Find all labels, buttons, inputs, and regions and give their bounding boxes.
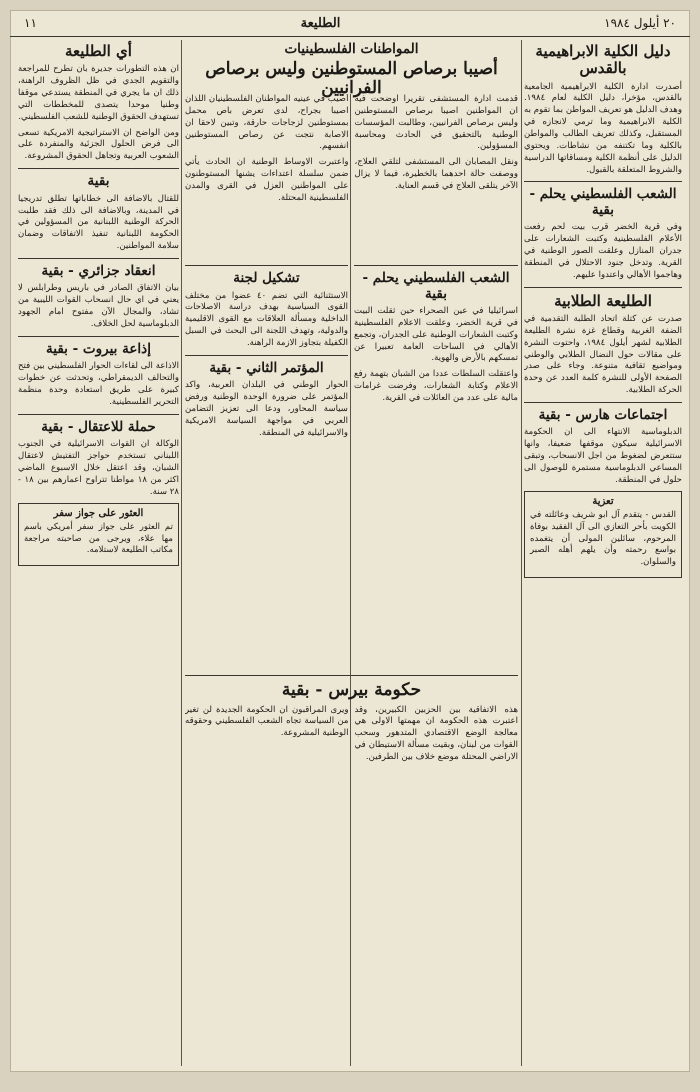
column-1 [524, 40, 682, 578]
paper-name: الطليعة [300, 15, 341, 31]
peres-right [355, 705, 519, 768]
kicker: المواطنات الفلسطينيات [284, 41, 419, 57]
box-text: تم العثور على جواز سفر أمريكي باسم مها علاء، ويرجى من صاحبته مراجعة مكاتب الطليعة لاستلامه. [24, 521, 173, 556]
peres-left [185, 705, 349, 768]
article-body: الدبلوماسية الانتهاء الى ان الحكومة الاسرائيلية سيكون موقفها ضعيفا، وانها ستتعرض لضغوط من اجل الانسحاب، وتبقى المساعي الدبلوماسية مستمرة للوصول الى حلول في المنطقة. [524, 427, 682, 485]
article-title: الشعب الفلسطيني يحلم - بقية [529, 186, 677, 218]
separator [18, 414, 179, 415]
article-title: الشعب الفلسطيني يحلم - بقية [362, 270, 510, 302]
lead-story-body [185, 94, 518, 209]
article-title: اجتماعات هارس - بقية [538, 406, 668, 423]
lead-story-right [355, 94, 519, 209]
separator [185, 265, 348, 266]
separator [524, 402, 682, 403]
column-divider [521, 40, 522, 1066]
article-body: وفي قرية الخضر قرب بيت لحم رفعت الأعلام الفلسطينية وكتبت الشعارات على جدران المنازل وعلقت الصور الوطنية في القرية. وتدخل جنود الاحتلال في المنطقة وهاجموا الأهالي واعتدوا عليهم. [524, 222, 682, 280]
article-body: أصدرت ادارة الكلية الابراهيمية الجامعية بالقدس، مؤخرا، دليل الكلية لعام ١٩٨٤. وهدف الدليل هو تعريف المواطن بما تقوم به الكلية الابراهيمية وما ترمي لانجازه في المستقبل، وكذلك تعريف الطالب والمواطن بالكلية وما تكتنفه من نشاطات. ويحتوي الدليل على أنظمة الكلية ومساقاتها الدراسية والشروط المتعلقة بالقبول. [524, 81, 682, 175]
article-title: دليل الكلية الابراهيمية بالقدس [535, 42, 671, 78]
article-body: واعتقلت السلطات عددا من الشبان بتهمة رفع الاعلام وكتابة الشعارات، وفرضت غرامات مالية على عدد من العائلات في القرية. [354, 369, 518, 404]
separator [524, 287, 682, 288]
article-title: بقية [87, 173, 110, 190]
column-4 [18, 40, 179, 566]
page-number: ١١ [24, 16, 37, 30]
separator [185, 355, 348, 356]
lead-story-left [185, 94, 349, 209]
article-body: الحوار الوطني في البلدان العربية، واكد المؤتمر على ضرورة الوحدة الوطنية ورفض سياسة المحاور، ودعا الى تعزيز التضامن العربي في مواجهة السياسة الامريكية والاسرائيلية في المنطقة. [185, 380, 348, 438]
article-body: للقتال بالاضافة الى خطاباتها تطلق تدريجيا في المدينة، وبالاضافة الى ذلك فقد طلبت الحركة الوطنية اللبنانية من المسؤولين في الحكومة اللبنانية تنفيذ الاتفاقات وضمان سلامة المواطنين. [18, 193, 179, 252]
box-label: العثور على جواز سفر [53, 507, 144, 519]
masthead [10, 10, 690, 37]
article-body: اسرائيليا في عين الصحراء حين ثقلت البيت في قرية الخضر، وعلقت الاعلام الفلسطينية وكتبت الشعارات الوطنية على الجدران، وتجمع الأهالي في الساحات العامة تعبيرا عن تمسكهم بالأرض والهوية. [354, 306, 518, 364]
box-text: القدس - يتقدم آل ابو شريف وعائلته في الكويت بأحر التعازي الى آل الفقيد بوفاة المرحوم، سائلين المولى أن يتغمده بواسع رحمته وأن يلهم أهله الصبر والسلوان. [530, 509, 676, 568]
column-divider [181, 40, 182, 1066]
article-body: صدرت عن كتلة اتحاد الطلبة التقدمية في الضفة الغربية وقطاع غزة نشرة الطليعة الطلابية لشهر أيلول ١٩٨٤، واحتوت النشرة على مقالات حول النضال الطلابي والوطني ومواضيع ثقافية متنوعة. وجاء على صدر الصفحة الأولى للنشرة كلمة العدد عن وحدة الحركة الطلابية. [524, 313, 682, 396]
separator [18, 168, 179, 169]
article-body: ان هذه التطورات جديرة بان تطرح للمراجعة والتقويم الجدي في ظل الظروف الراهنة، ذلك ان ما يجري في المنطقة يستدعي موقفا وطنيا موحدا يتصدى للمخططات التي تستهدف الحقوق الوطنية للشعب الفلسطيني. [18, 64, 179, 122]
separator [185, 675, 518, 676]
separator [524, 181, 682, 182]
article-title: حكومة بيرس - بقية [281, 680, 422, 700]
lead-story-header [185, 40, 518, 101]
peres-story [185, 670, 518, 768]
article-body: ومن الواضح ان الاستراتيجية الامريكية تسعى الى فرض الحلول الجزئية والمنفردة على الشعوب العربية وتجاهل الحقوق المشروعة. [18, 127, 179, 162]
article-body: أصيب في عينيه المواطنان الفلسطينيان اللذان اصيبا بجراح، لدى تعرض باص محمل بمستوطنين لزجاجات حارقة، وتبين لاحقا ان الاصابة نتجت عن رصاص المستوطنين انفسهم. [185, 94, 349, 152]
column-3 [185, 260, 348, 444]
separator [18, 258, 179, 259]
article-title: إذاعة بيروت - بقية [46, 340, 151, 357]
article-body: واعتبرت الاوساط الوطنية ان الحادث يأتي ضمن سلسلة اعتداءات يشنها المستوطنون على المواطنين العزل في القرى والمدن الفلسطينية المحتلة. [185, 157, 349, 203]
separator [354, 265, 518, 266]
column-2 [354, 260, 518, 409]
box-label: تعزية [592, 495, 614, 507]
article-title: انعقاد جزائري - بقية [41, 262, 156, 279]
article-body: قدمت ادارة المستشفى تقريرا اوضحت فيه ان المواطنين اصيبا برصاص المستوطنين وليس برصاص الفرانيين، وطالبت المؤسسات الوطنية بالتحقيق في الحادث ومحاسبة المسؤولين. [354, 94, 518, 152]
notice-box [18, 503, 179, 567]
article-body: الاذاعة الى لقاءات الحوار الفلسطيني بين فتح والتحالف الديمقراطي، وتحدثت عن خطوات كبيرة على طريق استعادة وحدة منظمة التحرير الفلسطينية. [18, 361, 179, 407]
article-title: أي الطليعة [65, 42, 132, 60]
column-divider [350, 94, 351, 1066]
article-title: الطليعة الطلابية [554, 291, 652, 310]
article-body: ويرى المراقبون ان الحكومة الجديدة لن تغير من السياسة تجاه الشعب الفلسطيني وحقوقه الوطنية المشروعة. [185, 704, 349, 739]
article-body: ونقل المصابان الى المستشفى لتلقي العلاج، ووصفت حالة احدهما بالخطيرة، فيما لا يزال الآخر يتلقى العلاج في قسم العناية. [354, 157, 518, 192]
article-body: الاستثنائية التي تضم ٤٠ عضوا من مختلف القوى السياسية بهدف دراسة الاصلاحات الداخلية ومسألة العلاقات مع القوى الاقليمية والدولية، وتهدف اللجنة الى البحث في السبل الكفيلة بتجاوز الازمة الراهنة. [185, 290, 348, 348]
separator [18, 336, 179, 337]
article-body: هذه الاتفاقية بين الحزبين الكبيرين، وقد اعتبرت هذه الحكومة ان مهمتها الاولى هي معالجة الوضع الاقتصادي المتدهور وسحب القوات من لبنان، وبقيت مسألة الاستيطان في الاراضي المحتلة موضع خلاف بين الطرفين. [354, 704, 518, 762]
article-body: الوكالة ان القوات الاسرائيلية في الجنوب اللبناني تستخدم حواجز التفتيش لاعتقال الشبان، وقد اعتقل خلال الاسبوع الماضي اكثر من ١٨ مواطنا تتراوح اعمارهم بين ١٨ - ٢٨ سنة. [18, 439, 179, 497]
article-title: المؤتمر الثاني - بقية [209, 359, 324, 376]
newspaper-page [10, 10, 690, 1072]
issue-date: ٢٠ أيلول ١٩٨٤ [604, 16, 676, 30]
condolence-box [524, 491, 682, 578]
headline: أصيبا برصاص المستوطنين وليس برصاص الفرانيين [205, 58, 498, 99]
article-title: حملة للاعتقال - بقية [41, 418, 156, 435]
article-body: بيان الاتفاق الصادر في باريس وطرابلس لا يعني في اي حال انسحاب القوات الليبية من تشاد، والمجال الآن مفتوح امام الجهود الدبلوماسية لحل الخلاف. [18, 283, 179, 330]
article-title: تشكيل لجنة [233, 270, 300, 286]
